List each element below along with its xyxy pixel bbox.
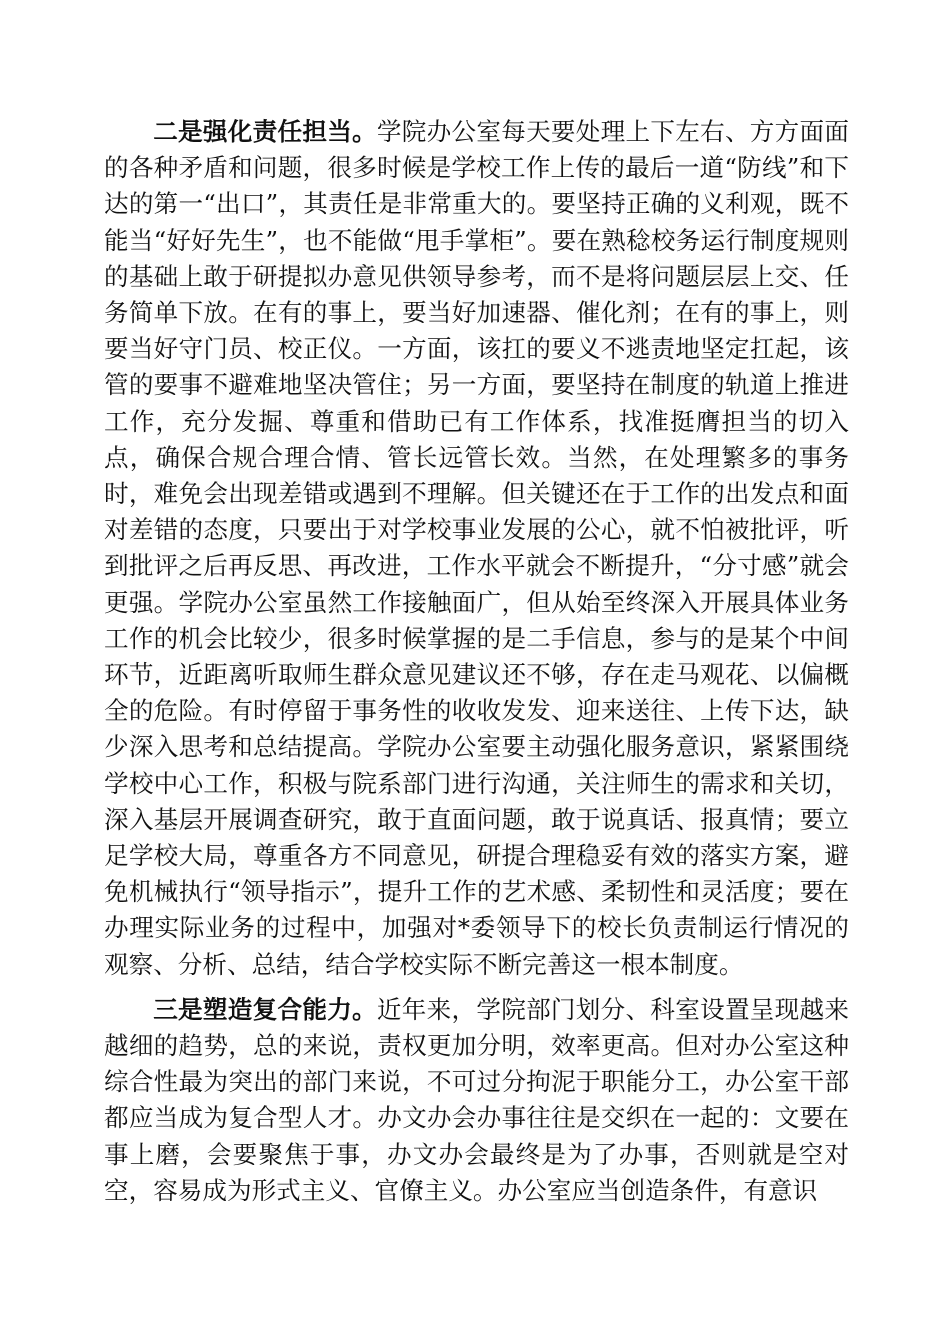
paragraph-body-text: 学院办公室每天要处理上下左右、方方面面的各种矛盾和问题，很多时候是学校工作上传的最后一道“防线”和下达的第一“出口”，其责任是非常重大的。要坚持正确的义利观，既不能当“好好先生”，也不能做“甩手掌柜”。要在熟稔校务运行制度规则的基础上敢于研提拟办意见供领导参考，而不是将问题层层上交、任务简单下放。在有的事上，要当好加速器、催化剂；在有的事上，则要当好守门员、校正仪。一方面，该扛的要义不逃责地坚定扛起，该管的要事不避难地坚决管住；另一方面，要坚持在制度的轨道上推进工作，充分发掘、尊重和借助已有工作体系，找准挺膺担当的切入点，确保合规合理合情、管长远管长效。当然，在处理繁多的事务时，难免会出现差错或遇到不理解。但关键还在于工作的出发点和面对差错的态度，只要出于对学校事业发展的公心，就不怕被批评，听到批评之后再反思、再改进，工作水平就会不断提升，“分寸感”就会更强。学院办公室虽然工作接触面广，但从始至终深入开展具体业务工作的机会比较少，很多时候掌握的是二手信息，参与的是某个中间环节，近距离听取师生群众意见建议还不够，存在走马观花、以偏概全的危险。有时停留于事务性的收收发发、迎来送往、上传下达，缺少深入思考和总结提高。学院办公室要主动强化服务意识，紧紧围绕学校中心工作，积极与院系部门进行沟通，关注师生的需求和关切，深入基层开展调查研究，敢于直面问题，敢于说真话、报真情；要立足学校大局，尊重各方不同意见，研提合理稳妥有效的落实方案，避免机械执行“领导指示”，提升工作的艺术感、柔韧性和灵活度；要在办理实际业务的过程中，加强对*委领导下的校长负责制运行情况的观察、分析、总结，结合学校实际不断完善这一根本制度。 (104, 117, 849, 979)
paragraph-composite-ability (104, 992, 849, 1209)
paragraph-lead-heading: 三是塑造复合能力。 (153, 994, 377, 1024)
paragraph-responsibility (104, 114, 849, 983)
paragraph-lead-heading: 二是强化责任担当。 (153, 117, 377, 146)
paragraph-body-text: 近年来，学院部门划分、科室设置呈现越来越细的趋势，总的来说，责权更加分明，效率更高。但对办公室这种综合性最为突出的部门来说，不可过分拘泥于职能分工，办公室干部都应当成为复合型人才。办文办会办事往往是交织在一起的：文要在事上磨，会要聚焦于事，办文办会最终是为了办事，否则就是空对空，容易成为形式主义、官僚主义。办公室应当创造条件，有意识 (104, 994, 849, 1205)
document-page (104, 114, 849, 1209)
